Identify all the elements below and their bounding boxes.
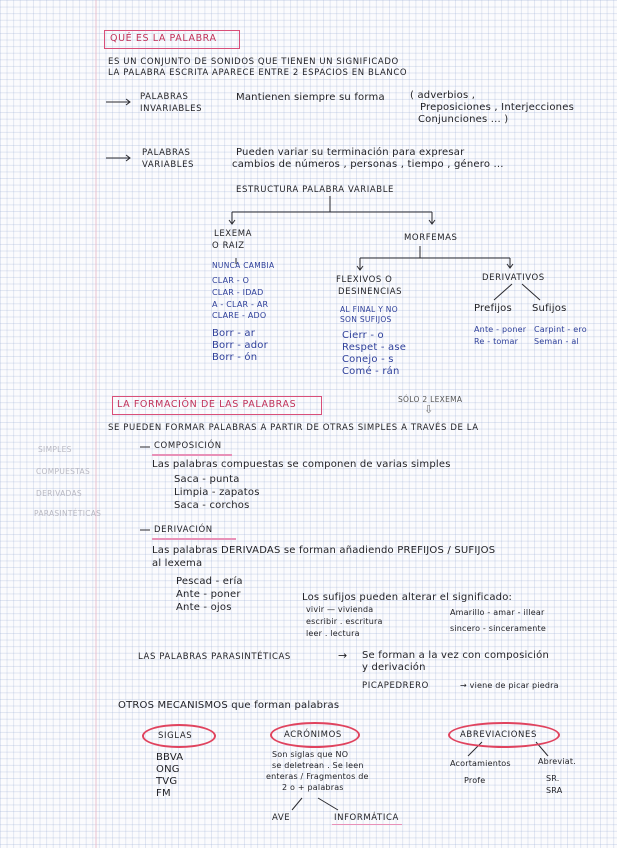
variables-desc-2: cambios de números , personas , tiempo , género ...	[232, 159, 504, 170]
prefijos-example-1: Ante - poner	[474, 325, 527, 334]
flexivos-example-2: Respet - ase	[342, 342, 407, 353]
derivacion-desc-1: Las palabras DERIVADAS se forman añadiendo PREFIJOS / SUFIJOS	[152, 545, 496, 556]
structure-title: ESTRUCTURA PALABRA VARIABLE	[236, 185, 395, 195]
lexema-note-arrow: ⇩	[424, 403, 434, 416]
abreviaciones-title: ABREVIACIONES	[460, 730, 537, 740]
prefijos-label: Prefijos	[474, 303, 512, 314]
composicion-example-3: Saca - corchos	[174, 500, 250, 511]
derivacion-underline	[152, 538, 236, 540]
flexivos-example-4: Comé - rán	[342, 366, 400, 377]
margin-note-compuestas: COMPUESTAS	[36, 467, 91, 476]
variables-label-1: PALABRAS	[142, 148, 191, 158]
section2-intro: SE PUEDEN FORMAR PALABRAS A PARTIR DE OTRAS SIMPLES A TRAVÉS DE LA	[108, 423, 479, 433]
section2-title: LA FORMACIÓN DE LAS PALABRAS	[117, 399, 297, 410]
lexema-example-5: Borr - ar	[212, 328, 256, 339]
abreviaciones-example-1: Profe	[464, 776, 486, 785]
parasinteticas-desc-1: Se forman a la vez con composición	[362, 650, 550, 661]
flexivos-example-3: Conejo - s	[342, 354, 394, 365]
flexivos-title-2: DESINENCIAS	[338, 287, 403, 297]
flexivos-note-2: SON SUFIJOS	[340, 315, 392, 324]
sufijos-example-1: Carpint - ero	[534, 325, 587, 334]
sufijos-change-note: Los sufijos pueden alterar el significado:	[302, 592, 513, 603]
flexivos-title-1: FLEXIVOS O	[336, 275, 393, 285]
margin-note-parasinteticas: PARASINTÉTICAS	[34, 509, 102, 518]
acronimos-desc-2: se deletrean . Se leen	[272, 761, 364, 770]
parasinteticas-arrow: →	[338, 649, 348, 662]
derivacion-example-2: Ante - poner	[176, 589, 241, 600]
abreviaciones-example-2b: SRA	[546, 786, 563, 795]
invariables-examples-1: ( adverbios ,	[410, 90, 476, 101]
flexivos-example-1: Cierr - o	[342, 330, 384, 341]
derivacion-example-1: Pescad - ería	[176, 576, 243, 587]
margin-note-derivadas: DERIVADAS	[36, 489, 82, 498]
composicion-example-1: Saca - punta	[174, 474, 240, 485]
acronimos-desc-1: Son siglas que NO	[272, 750, 349, 759]
composicion-underline	[152, 454, 232, 456]
parasinteticas-example: PICAPEDRERO	[362, 681, 429, 691]
change-example-2: escribir . escritura	[306, 617, 383, 626]
siglas-example-1: BBVA	[156, 752, 184, 763]
derivativos-title: DERIVATIVOS	[482, 273, 545, 283]
parasinteticas-label: LAS PALABRAS PARASINTÉTICAS	[138, 652, 291, 662]
section3-intro: OTROS MECANISMOS que forman palabras	[118, 700, 340, 711]
prefijos-example-2: Re - tomar	[474, 337, 519, 346]
acronimos-desc-3: enteras / Fragmentos de	[266, 772, 369, 781]
lexema-example-2: CLAR - IDAD	[212, 288, 264, 297]
invariables-label-2: INVARIABLES	[140, 104, 203, 114]
abreviaciones-sub-1: Acortamientos	[450, 759, 511, 768]
sufijos-example-2: Seman - al	[534, 337, 579, 346]
change-example-3: leer . lectura	[306, 629, 360, 638]
lexema-example-7: Borr - ón	[212, 352, 258, 363]
derivacion-example-3: Ante - ojos	[176, 602, 232, 613]
lexema-example-6: Borr - ador	[212, 340, 268, 351]
change-example-4: Amarillo - amar - illear	[450, 608, 545, 617]
acronimos-example-2: INFORMÁTICA	[334, 813, 399, 823]
invariables-examples-3: Conjunciones ... )	[418, 114, 509, 125]
composicion-desc: Las palabras compuestas se componen de varias simples	[152, 459, 451, 470]
acronimos-desc-4: 2 o + palabras	[282, 783, 344, 792]
lexema-example-4: CLARE - ADO	[212, 311, 267, 320]
lexema-example-3: A - CLAR - AR	[212, 300, 269, 309]
siglas-example-4: FM	[156, 788, 171, 799]
invariables-examples-2: Preposiciones , Interjecciones	[420, 102, 574, 113]
siglas-example-3: TVG	[156, 776, 178, 787]
acronimos-title: ACRÓNIMOS	[284, 730, 342, 740]
variables-desc-1: Pueden variar su terminación para expresar	[236, 147, 465, 158]
lexema-example-1: CLAR - O	[212, 276, 250, 285]
change-example-1: vivir — vivienda	[306, 605, 374, 614]
abreviaciones-sub-2: Abreviat.	[538, 757, 576, 766]
margin-note-simples: SIMPLES	[38, 445, 72, 454]
sufijos-label: Sufijos	[532, 303, 567, 314]
parasinteticas-example-note: → viene de picar piedra	[460, 681, 559, 690]
lexema-title-1: LEXEMA	[214, 229, 253, 239]
parasinteticas-desc-2: y derivación	[362, 662, 426, 673]
invariables-desc: Mantienen siempre su forma	[236, 92, 385, 103]
lexema-title-2: O RAIZ	[212, 241, 245, 251]
morfemas-title: MORFEMAS	[404, 233, 458, 243]
acronimos-example-1: AVE	[272, 813, 291, 823]
derivacion-desc-2: al lexema	[152, 558, 203, 569]
section1-title: QUÉ ES LA PALABRA	[110, 33, 217, 44]
composicion-title: COMPOSICIÓN	[154, 441, 222, 451]
flexivos-note-1: AL FINAL Y NO	[340, 305, 398, 314]
definition-line-1: ES UN CONJUNTO DE SONIDOS QUE TIENEN UN SIGNIFICADO	[108, 57, 399, 67]
siglas-title: SIGLAS	[158, 731, 193, 741]
invariables-label-1: PALABRAS	[140, 92, 189, 102]
change-example-5: sincero - sinceramente	[450, 624, 546, 633]
definition-line-2: LA PALABRA ESCRITA APARECE ENTRE 2 ESPACIOS EN BLANCO	[108, 68, 408, 78]
derivacion-title: DERIVACIÓN	[154, 525, 213, 535]
siglas-example-2: ONG	[156, 764, 180, 775]
lexema-note: NUNCA CAMBIA	[212, 261, 275, 270]
composicion-example-2: Limpia - zapatos	[174, 487, 260, 498]
lexema-note-small: SÓLO 2 LEXEMA	[398, 395, 463, 404]
abreviaciones-example-2a: SR.	[546, 774, 560, 783]
variables-label-2: VARIABLES	[142, 160, 195, 170]
informatica-underline	[332, 824, 402, 825]
